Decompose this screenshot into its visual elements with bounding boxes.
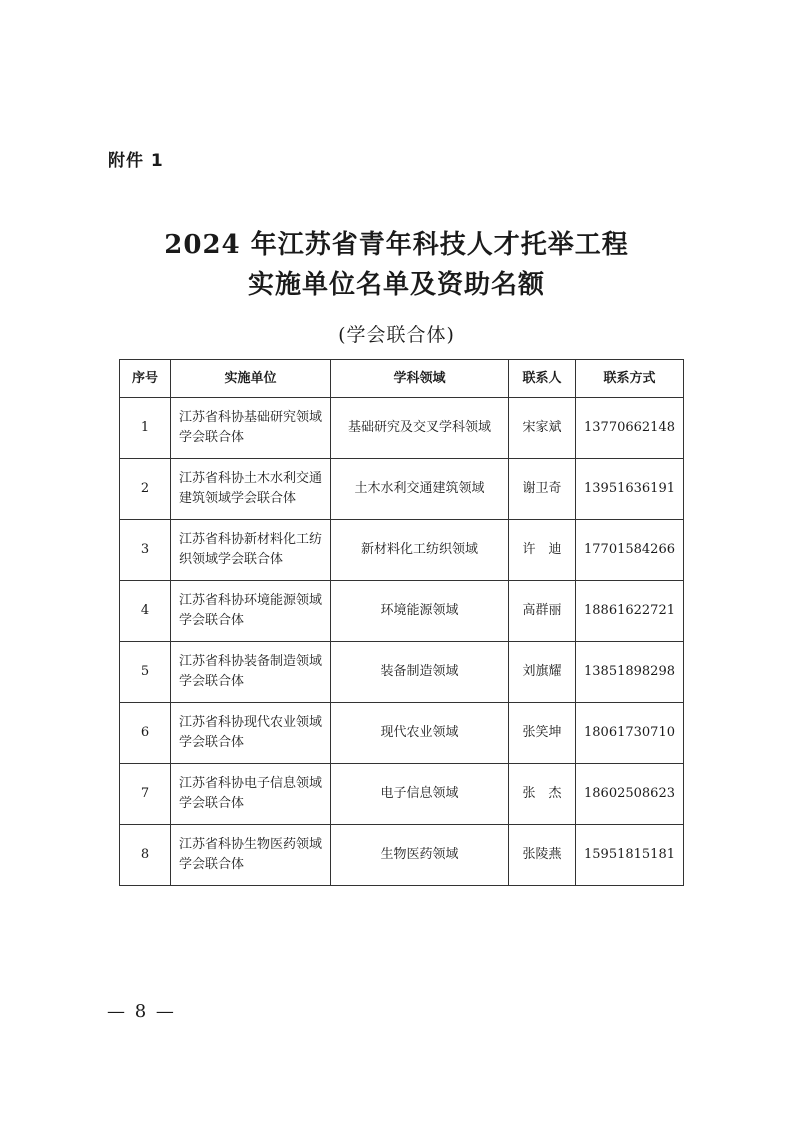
header-contact: 联系人 — [509, 360, 576, 398]
row-contact: 许 迪 — [509, 520, 576, 581]
header-index: 序号 — [120, 360, 171, 398]
row-unit: 江苏省科协基础研究领域学会联合体 — [171, 398, 331, 459]
attachment-label: 附件 1 — [108, 151, 164, 171]
header-field: 学科领域 — [331, 360, 509, 398]
row-unit: 江苏省科协装备制造领域学会联合体 — [171, 642, 331, 703]
row-contact: 张 杰 — [509, 764, 576, 825]
header-phone: 联系方式 — [576, 360, 684, 398]
table-row — [120, 398, 684, 459]
row-unit: 江苏省科协新材料化工纺织领域学会联合体 — [171, 520, 331, 581]
row-contact: 刘旗耀 — [509, 642, 576, 703]
document-title-line-1: 2024 年江苏省青年科技人才托举工程 — [164, 230, 629, 260]
row-index: 2 — [120, 459, 171, 520]
row-contact: 张陵燕 — [509, 825, 576, 886]
row-unit: 江苏省科协现代农业领域学会联合体 — [171, 703, 331, 764]
row-phone: 15951815181 — [576, 825, 684, 886]
row-phone: 18602508623 — [576, 764, 684, 825]
document-title-line-2: 实施单位名单及资助名额 — [247, 270, 545, 300]
table-row — [120, 825, 684, 886]
row-contact: 谢卫奇 — [509, 459, 576, 520]
row-phone: 18861622721 — [576, 581, 684, 642]
table-row — [120, 581, 684, 642]
row-index: 1 — [120, 398, 171, 459]
row-field: 生物医药领域 — [331, 825, 509, 886]
implementing-units-table — [119, 359, 684, 886]
table-header-row — [120, 360, 684, 398]
table-row — [120, 703, 684, 764]
row-field: 环境能源领域 — [331, 581, 509, 642]
row-field: 现代农业领域 — [331, 703, 509, 764]
header-unit: 实施单位 — [171, 360, 331, 398]
table-row — [120, 642, 684, 703]
row-field: 土木水利交通建筑领域 — [331, 459, 509, 520]
row-unit: 江苏省科协电子信息领域学会联合体 — [171, 764, 331, 825]
row-index: 3 — [120, 520, 171, 581]
row-phone: 13770662148 — [576, 398, 684, 459]
row-unit: 江苏省科协生物医药领域学会联合体 — [171, 825, 331, 886]
table-row — [120, 459, 684, 520]
row-index: 8 — [120, 825, 171, 886]
row-index: 5 — [120, 642, 171, 703]
row-field: 电子信息领域 — [331, 764, 509, 825]
row-field: 基础研究及交叉学科领域 — [331, 398, 509, 459]
row-index: 6 — [120, 703, 171, 764]
page-number: — 8 — — [107, 1001, 176, 1022]
row-field: 装备制造领域 — [331, 642, 509, 703]
table-row — [120, 520, 684, 581]
row-index: 7 — [120, 764, 171, 825]
row-phone: 18061730710 — [576, 703, 684, 764]
table-row — [120, 764, 684, 825]
row-contact: 宋家斌 — [509, 398, 576, 459]
row-phone: 13951636191 — [576, 459, 684, 520]
row-phone: 17701584266 — [576, 520, 684, 581]
row-unit: 江苏省科协环境能源领域学会联合体 — [171, 581, 331, 642]
row-phone: 13851898298 — [576, 642, 684, 703]
row-contact: 高群丽 — [509, 581, 576, 642]
document-subtitle: (学会联合体) — [338, 324, 455, 346]
row-contact: 张笑坤 — [509, 703, 576, 764]
row-field: 新材料化工纺织领域 — [331, 520, 509, 581]
row-index: 4 — [120, 581, 171, 642]
row-unit: 江苏省科协土木水利交通建筑领域学会联合体 — [171, 459, 331, 520]
